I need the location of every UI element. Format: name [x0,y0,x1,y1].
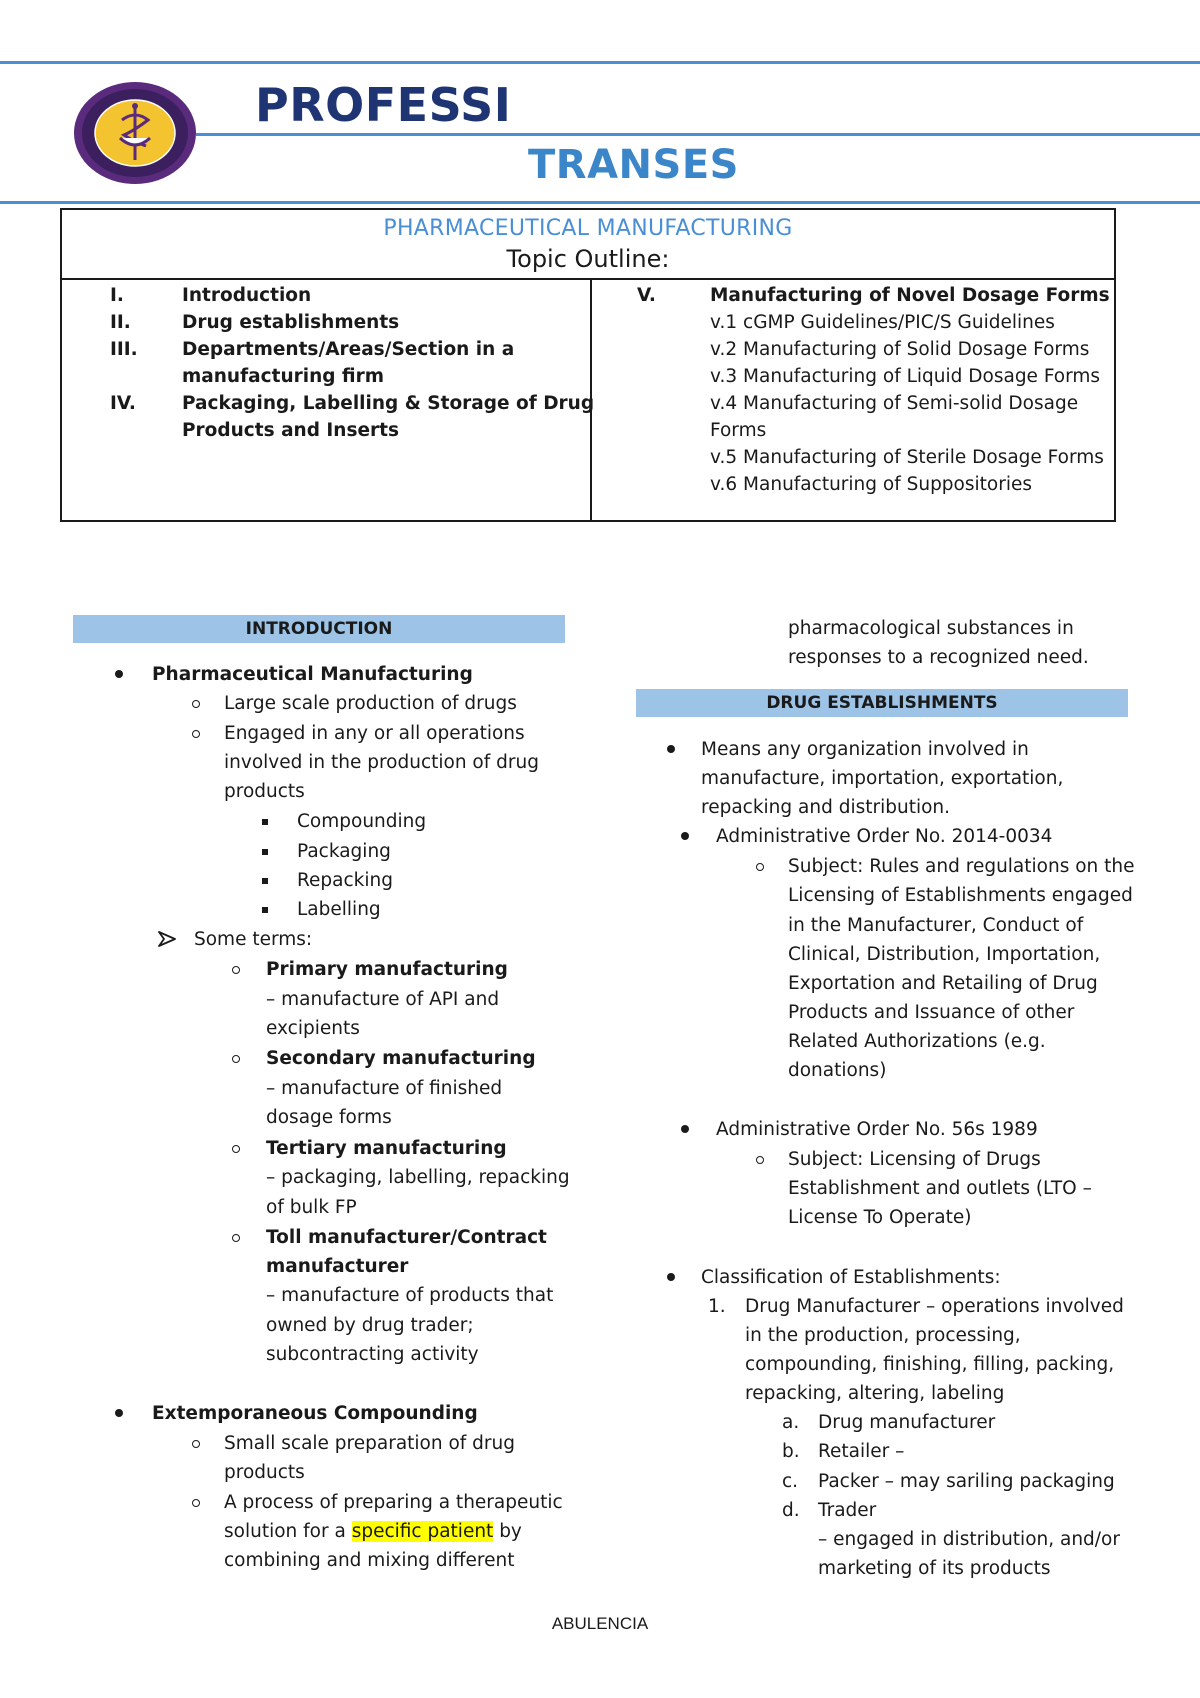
circle-bullet-icon [192,700,200,708]
outline-item: Manufacturing of Novel Dosage Forms [710,285,1110,306]
square-bullet-icon [262,907,268,913]
list-item: combining and mixing different [224,1550,515,1571]
topic-outline-table [60,208,1116,522]
bullet-icon [115,1409,123,1417]
term-desc: – manufacture of products that [266,1285,554,1306]
list-item: involved in the production of drug [224,752,539,773]
classification-subitem: Trader [818,1500,877,1521]
outline-subitem: Forms [710,420,767,441]
term-desc: – packaging, labelling, repacking [266,1167,570,1188]
outline-item: Introduction [182,285,312,306]
trader-desc: marketing of its products [818,1558,1051,1579]
circle-bullet-icon [756,863,764,871]
circle-bullet-icon [232,1145,240,1153]
brand-subtitle: TRANSES [528,142,739,188]
introduction-heading: INTRODUCTION [73,615,565,643]
outline-item: Products and Inserts [182,420,399,441]
list-item-highlighted [224,1517,522,1546]
term-desc: subcontracting activity [266,1344,479,1365]
term-title: Tertiary manufacturing [266,1138,507,1159]
square-bullet-icon [262,878,268,884]
term-desc: – manufacture of API and [266,989,500,1010]
term-desc: of bulk FP [266,1197,357,1218]
square-bullet-icon [262,849,268,855]
subject-text: Subject: Licensing of Drugs [788,1149,1041,1170]
list-letter: a. [782,1412,800,1433]
text: solution for a [224,1521,352,1542]
term-title: manufacturer [266,1256,409,1277]
classification-subitem: Retailer – [818,1441,905,1462]
header-rule-top [0,61,1200,64]
outline-subitem: v.6 Manufacturing of Suppositories [710,474,1032,495]
header-rule-bottom [0,201,1200,204]
subject-text: in the Manufacturer, Conduct of [788,915,1084,936]
bullet-icon [667,1273,675,1281]
outline-subitem: v.1 cGMP Guidelines/PIC/S Guidelines [710,312,1055,333]
list-item: Engaged in any or all operations [224,723,525,744]
circle-bullet-icon [232,1234,240,1242]
classification-text: Drug Manufacturer – operations involved [745,1296,1124,1317]
term-desc: excipients [266,1018,360,1039]
list-letter: d. [782,1500,800,1521]
subject-text: Products and Issuance of other [788,1002,1075,1023]
highlighted-text: specific patient [351,1521,494,1542]
text: by [493,1521,522,1542]
continuation-text: pharmacological substances in [788,618,1074,639]
administrative-order-title: Administrative Order No. 2014-0034 [716,826,1053,847]
term-title: Primary manufacturing [266,959,508,980]
trader-desc: – engaged in distribution, and/or [818,1529,1120,1550]
outline-num: V. [637,285,656,306]
subject-text: Establishment and outlets (LTO – [788,1178,1092,1199]
extemporaneous-compounding-title: Extemporaneous Compounding [152,1403,478,1424]
outline-item: Packaging, Labelling & Storage of Drug [182,393,595,414]
list-item: A process of preparing a therapeutic [224,1492,563,1513]
bullet-icon [667,745,675,753]
operation-item: Packaging [297,841,391,862]
definition-text: Means any organization involved in [701,739,1029,760]
classification-text: repacking, altering, labeling [745,1383,1005,1404]
operation-item: Labelling [297,899,381,920]
subject-text: Licensing of Establishments engaged [788,885,1133,906]
subject-text: Exportation and Retailing of Drug [788,973,1098,994]
list-letter: b. [782,1441,800,1462]
definition-text: repacking and distribution. [701,797,951,818]
term-title: Toll manufacturer/Contract [266,1227,547,1248]
subject-text: License To Operate) [788,1207,972,1228]
subject-text: Clinical, Distribution, Importation, [788,944,1101,965]
outline-subitem: v.5 Manufacturing of Sterile Dosage Forms [710,447,1104,468]
header-rule-mid [196,133,1200,136]
college-seal-icon [72,80,198,186]
classification-subitem: Packer – may sariling packaging [818,1471,1115,1492]
circle-bullet-icon [192,730,200,738]
definition-text: manufacture, importation, exportation, [701,768,1064,789]
operation-item: Compounding [297,811,427,832]
outline-num: I. [110,285,124,306]
footer-author: ABULENCIA [551,1614,649,1633]
continuation-text: responses to a recognized need. [788,647,1089,668]
classification-title: Classification of Establishments: [701,1267,1001,1288]
subject-text: Related Authorizations (e.g. [788,1031,1046,1052]
topic-outline-label: Topic Outline: [506,245,670,273]
administrative-order-title: Administrative Order No. 56s 1989 [716,1119,1038,1140]
list-item: Small scale preparation of drug [224,1433,516,1454]
square-bullet-icon [262,819,268,825]
circle-bullet-icon [232,1055,240,1063]
list-letter: c. [782,1471,799,1492]
outline-item: manufacturing firm [182,366,385,387]
list-item: products [224,781,305,802]
bullet-icon [681,1125,689,1133]
outline-subitem: v.3 Manufacturing of Liquid Dosage Forms [710,366,1101,387]
drug-establishments-heading: DRUG ESTABLISHMENTS [636,689,1128,717]
pharmaceutical-manufacturing-title: Pharmaceutical Manufacturing [152,664,473,685]
circle-bullet-icon [192,1499,200,1507]
bullet-icon [681,832,689,840]
outline-subitem: v.2 Manufacturing of Solid Dosage Forms [710,339,1090,360]
bullet-icon [115,670,123,678]
outline-num: II. [110,312,131,333]
some-terms-label: Some terms: [194,929,313,950]
subject-text: Subject: Rules and regulations on the [788,856,1135,877]
term-desc: dosage forms [266,1107,392,1128]
outline-subitem: v.4 Manufacturing of Semi-solid Dosage [710,393,1079,414]
term-desc: owned by drug trader; [266,1315,474,1336]
term-desc: – manufacture of finished [266,1078,503,1099]
circle-bullet-icon [192,1440,200,1448]
classification-text: compounding, finishing, filling, packing, [745,1354,1115,1375]
list-item: Large scale production of drugs [224,693,517,714]
outline-num: IV. [110,393,136,414]
outline-header [62,210,1114,280]
list-number: 1. [708,1296,726,1317]
subject-title: PHARMACEUTICAL MANUFACTURING [383,216,793,241]
circle-bullet-icon [232,966,240,974]
circle-bullet-icon [756,1156,764,1164]
operation-item: Repacking [297,870,393,891]
outline-item: Drug establishments [182,312,400,333]
brand-title: PROFESSI [255,78,512,132]
term-title: Secondary manufacturing [266,1048,536,1069]
subject-text: donations) [788,1060,887,1081]
outline-item: Departments/Areas/Section in a [182,339,515,360]
classification-subitem: Drug manufacturer [818,1412,996,1433]
arrowhead-bullet-icon [157,931,177,947]
classification-text: in the production, processing, [745,1325,1021,1346]
list-item: products [224,1462,305,1483]
outline-num: III. [110,339,138,360]
